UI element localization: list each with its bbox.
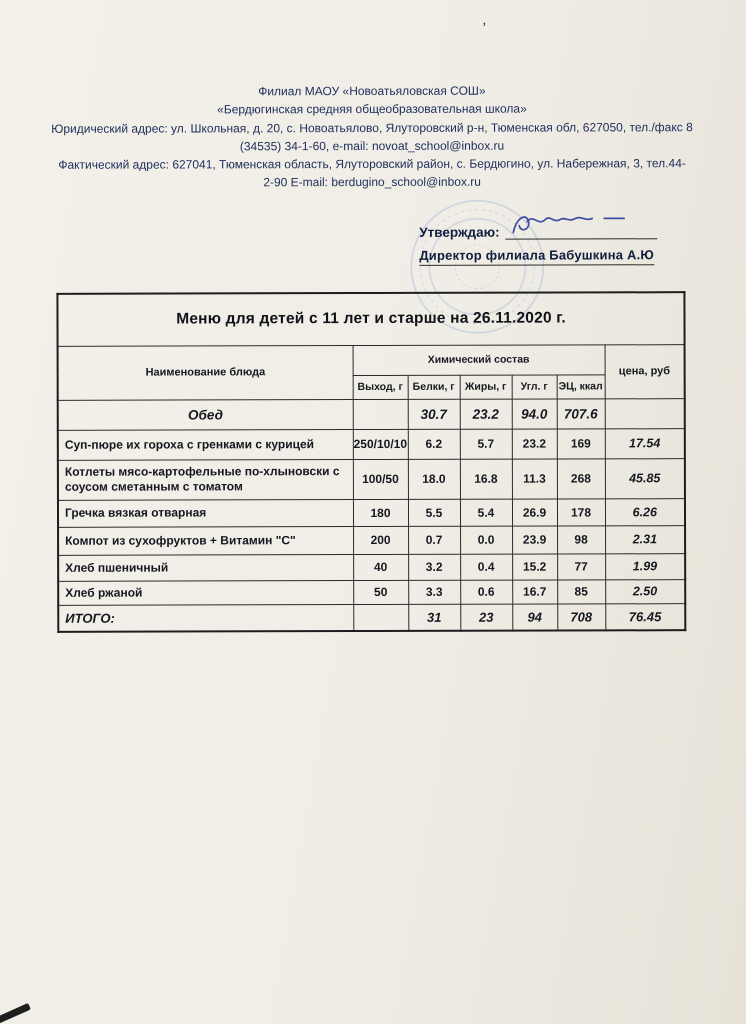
menu-title: Меню для детей с 11 лет и старше на 26.11.2020 г. bbox=[57, 292, 684, 346]
scan-artifact-mark: ’ bbox=[480, 19, 487, 38]
signature-line bbox=[506, 223, 658, 239]
org-name-line-1: Филиал МАОУ «Новоатьяловская СОШ» bbox=[258, 83, 486, 99]
table-row bbox=[58, 458, 685, 500]
table-row bbox=[58, 498, 685, 527]
dish-energy: 169 bbox=[557, 428, 605, 458]
empty-cell bbox=[605, 398, 685, 428]
col-header-chemical-group: Химический состав bbox=[353, 344, 605, 375]
col-header-output: Выход, г bbox=[353, 375, 408, 399]
dish-name: Хлеб пшеничный bbox=[58, 554, 353, 581]
empty-cell bbox=[353, 604, 408, 631]
dish-price: 2.31 bbox=[605, 525, 685, 553]
dish-output: 200 bbox=[353, 526, 408, 554]
document-header bbox=[29, 81, 715, 193]
approval-block bbox=[419, 223, 657, 266]
col-header-price: цена, руб bbox=[605, 344, 685, 398]
dish-carbs: 26.9 bbox=[512, 499, 557, 526]
dish-protein: 18.0 bbox=[408, 459, 460, 499]
dish-energy: 178 bbox=[557, 498, 605, 525]
dish-energy: 85 bbox=[557, 579, 605, 603]
col-header-dish: Наименование блюда bbox=[58, 345, 353, 400]
dish-price: 45.85 bbox=[605, 458, 685, 498]
dish-output: 40 bbox=[353, 554, 408, 580]
dish-protein: 3.2 bbox=[408, 554, 460, 580]
total-label: ИТОГО: bbox=[58, 604, 353, 632]
dish-carbs: 23.2 bbox=[512, 429, 557, 459]
dish-output: 100/50 bbox=[353, 459, 408, 499]
dish-fat: 5.4 bbox=[460, 499, 512, 526]
dish-carbs: 23.9 bbox=[512, 526, 557, 554]
dish-price: 2.50 bbox=[605, 579, 685, 603]
dish-name: Компот из сухофруктов + Витамин "С" bbox=[58, 526, 353, 555]
total-protein: 31 bbox=[408, 604, 460, 631]
dish-protein: 3.3 bbox=[408, 580, 460, 604]
dish-fat: 0.6 bbox=[460, 580, 512, 604]
dish-price: 1.99 bbox=[605, 553, 685, 579]
header-row-top bbox=[58, 344, 685, 376]
dish-fat: 16.8 bbox=[460, 459, 512, 499]
total-fat: 23 bbox=[460, 604, 512, 631]
meal-section-label: Обед bbox=[58, 399, 353, 430]
meal-energy: 707.6 bbox=[557, 398, 605, 428]
dish-price: 6.26 bbox=[605, 498, 685, 525]
table-row bbox=[58, 579, 685, 605]
dish-output: 180 bbox=[353, 499, 408, 526]
dish-energy: 268 bbox=[557, 458, 605, 498]
approve-label: Утверждаю: bbox=[419, 224, 500, 240]
col-header-carbs: Угл. г bbox=[512, 375, 557, 399]
dish-carbs: 15.2 bbox=[512, 554, 557, 580]
dish-output: 50 bbox=[353, 580, 408, 604]
handwritten-signature-icon bbox=[508, 208, 658, 242]
dish-name: Хлеб ржаной bbox=[58, 580, 353, 605]
meal-section-row bbox=[58, 398, 685, 430]
legal-address-line: Юридический адрес: ул. Школьная, д. 20, с. Новоатьялово, Ялуторовский р-н, Тюменская обл, 627050, тел./факс 8 (34535) 34-1-60, e-mail: novoat_school@inbox.ru bbox=[51, 119, 693, 154]
dish-protein: 5.5 bbox=[408, 499, 460, 526]
org-name-line-2: «Бердюгинская средняя общеобразовательная школа» bbox=[217, 101, 527, 117]
total-energy: 708 bbox=[557, 603, 605, 630]
dish-energy: 98 bbox=[557, 525, 605, 553]
dish-energy: 77 bbox=[557, 553, 605, 579]
meal-fat: 23.2 bbox=[460, 399, 512, 429]
empty-cell bbox=[353, 399, 408, 429]
col-header-energy: ЭЦ, ккал bbox=[557, 374, 605, 398]
dish-name: Котлеты мясо-картофельные по-хлыновски с соусом сметанным с томатом bbox=[58, 459, 353, 500]
dish-protein: 0.7 bbox=[408, 526, 460, 554]
dish-carbs: 11.3 bbox=[512, 459, 557, 499]
total-carbs: 94 bbox=[512, 604, 557, 631]
total-row bbox=[58, 603, 685, 632]
dish-fat: 0.0 bbox=[460, 526, 512, 554]
dish-fat: 5.7 bbox=[460, 429, 512, 459]
meal-carbs: 94.0 bbox=[512, 399, 557, 429]
dish-carbs: 16.7 bbox=[512, 580, 557, 604]
approve-row bbox=[419, 223, 657, 240]
dish-name: Гречка вязкая отварная bbox=[58, 499, 353, 527]
actual-address-line: Фактический адрес: 627041, Тюменская область, Ялуторовский район, с. Бердюгино, ул. Набережная, 3, тел.44-2-90 E-mail: berdugino_school@inbox.ru bbox=[58, 156, 686, 190]
dish-protein: 6.2 bbox=[408, 429, 460, 459]
menu-title-row bbox=[57, 292, 684, 346]
dish-name: Суп-пюре их гороха с гренками с курицей bbox=[58, 429, 353, 460]
col-header-protein: Белки, г bbox=[408, 375, 460, 399]
meal-protein: 30.7 bbox=[408, 399, 460, 429]
director-label: Директор филиала Бабушкина А.Ю bbox=[419, 247, 654, 266]
col-header-fat: Жиры, г bbox=[460, 375, 512, 399]
dish-fat: 0.4 bbox=[460, 554, 512, 580]
table-row bbox=[58, 553, 685, 581]
table-row bbox=[58, 428, 685, 460]
table-row bbox=[58, 525, 685, 555]
dish-output: 250/10/10 bbox=[353, 429, 408, 459]
total-price: 76.45 bbox=[605, 603, 685, 630]
menu-table bbox=[56, 291, 686, 633]
dish-price: 17.54 bbox=[605, 428, 685, 458]
